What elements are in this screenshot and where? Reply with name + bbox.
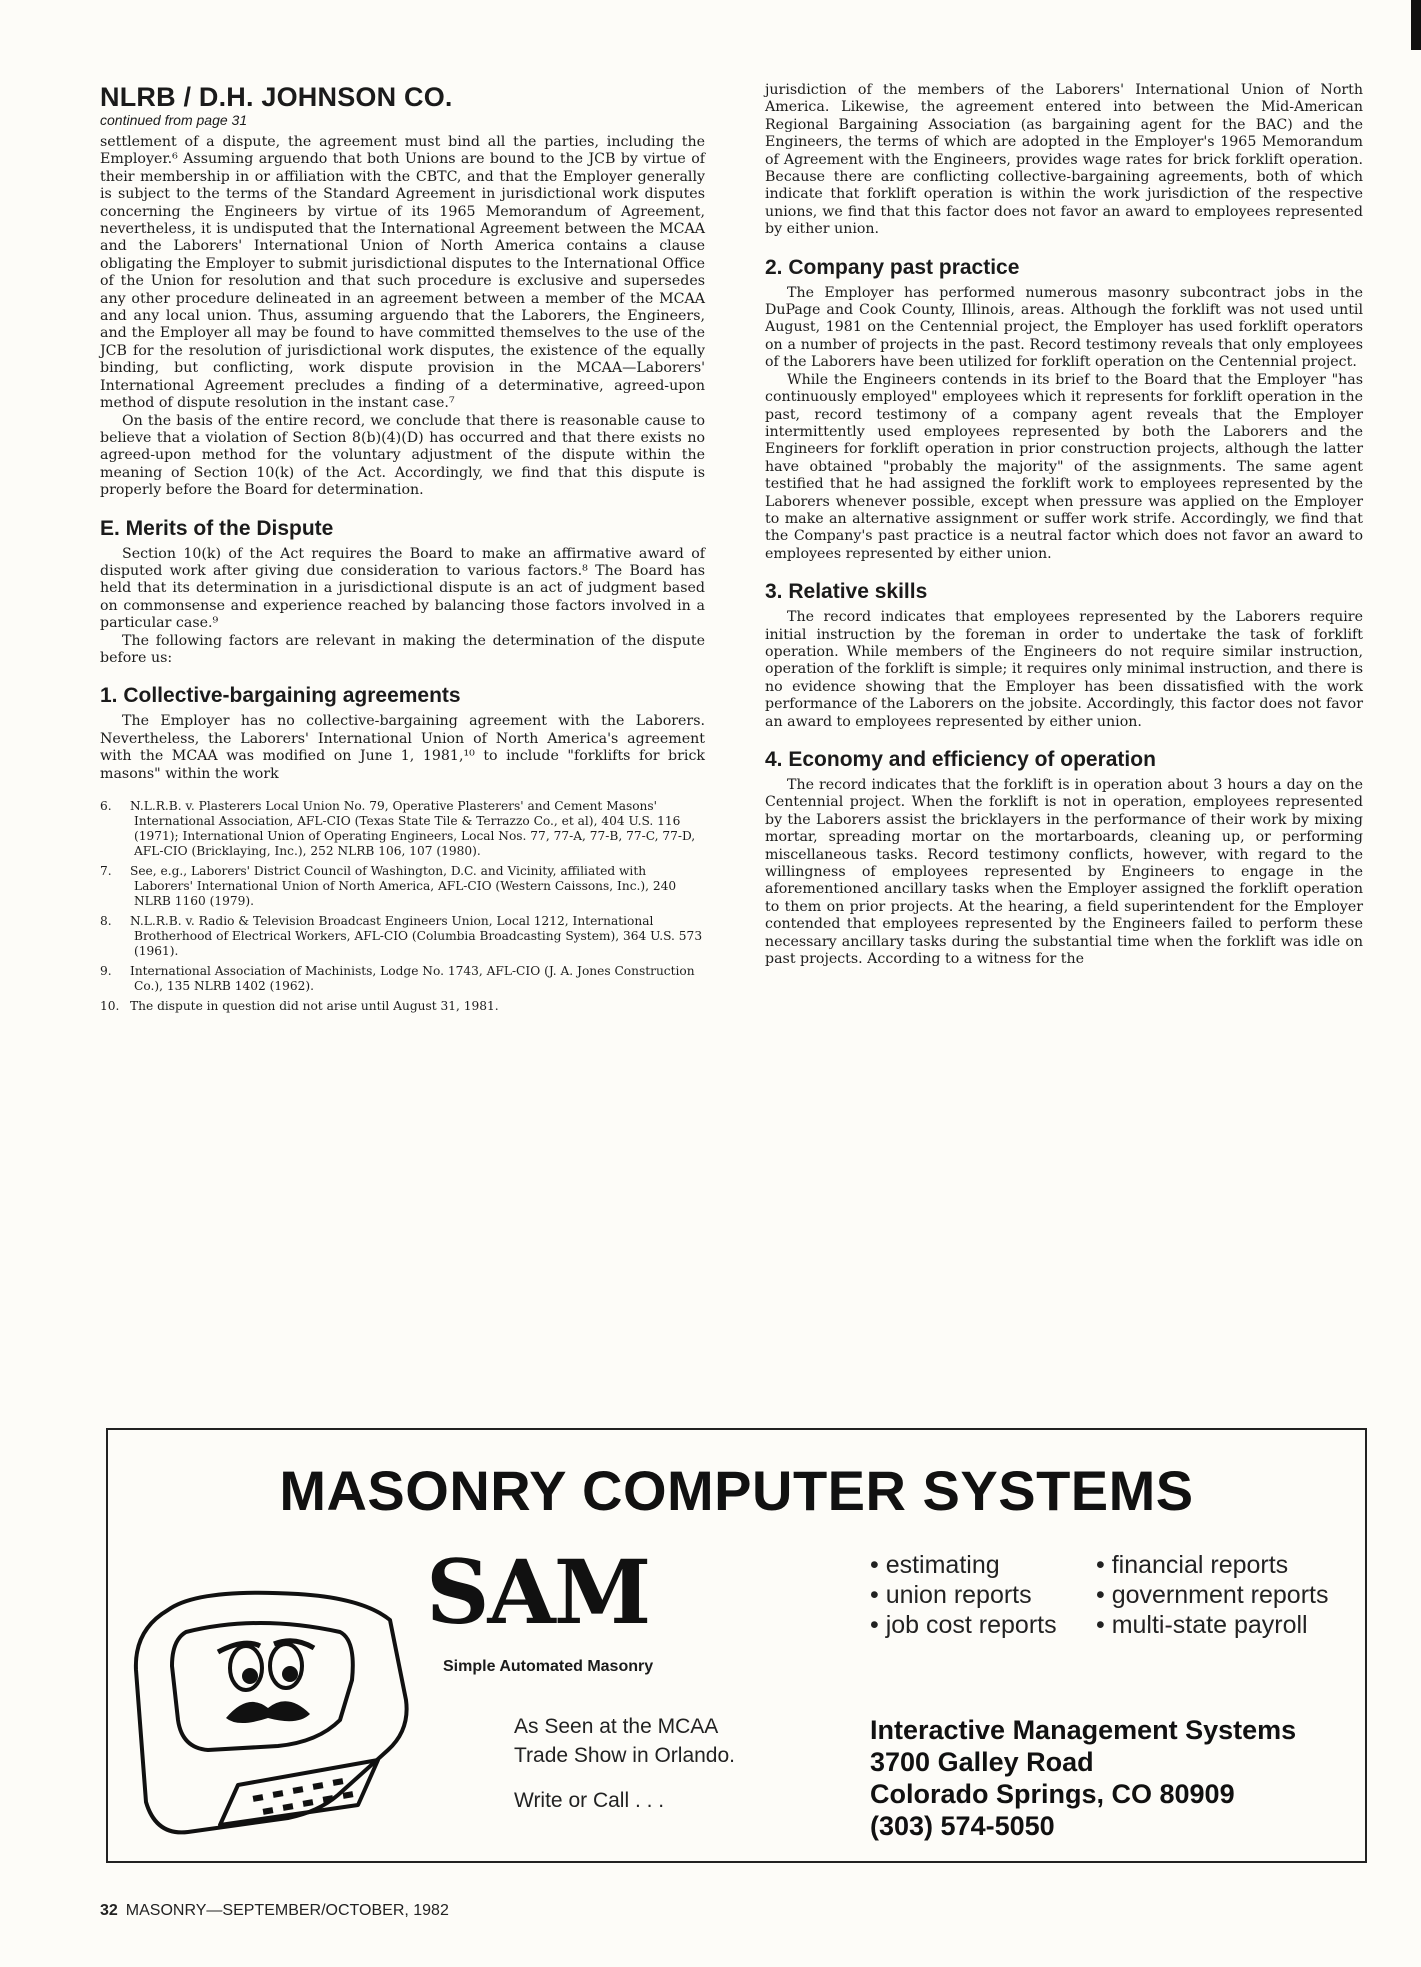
feature-list-right [1096, 1550, 1328, 1640]
feature-item: • government reports [1096, 1581, 1329, 1609]
paragraph: The Employer has performed numerous masonry subcontract jobs in the DuPage and Cook County, Illinois, areas. Although the forklift was not used until August, 1981 on the Centennial project, the Employer has used forklift operators on a number of projects in the past. Record testimony reveals that only employees of the Laborers have been utilized for forklift operation on the Centennial project. [765, 284, 1363, 371]
footnote: 7. See, e.g., Laborers' District Council of Washington, D.C. and Vicinity, affiliated with Laborers' International Union of North America, AFL-CIO (Western Caissons, Inc.), 240 NLRB 1160 (1979). [100, 864, 677, 908]
article-title: NLRB / D.H. JOHNSON CO. [100, 82, 453, 112]
continued-note: continued from page 31 [100, 112, 248, 128]
paragraph: While the Engineers contends in its brief to the Board that the Employer "has continuously employed" employees which it represents for forklift operation in the past, record testimony of a company agent reveals that the Employer intermittently used employees represented by both the Laborers and the Engineers for forklift operation in prior construction projects, although the latter have obtained "probably the majority" of the assignments. The same agent testified that he had assigned the forklift work to employees represented by the Laborers whenever possible, except when pressure was applied on the Employer to make an alternative assignment or suffer work strife. Accordingly, we find that the Company's past practice is a neutral factor which does not favor an award to employees represented by either union. [765, 371, 1363, 562]
paragraph: The Employer has no collective-bargaining agreement with the Laborers. Nevertheless, the Laborers' International Union of North America's agreement with the MCAA was modified on June 1, 1981,¹⁰ to include "forklifts for brick masons" within the work [100, 713, 705, 782]
feature-item: • union reports [870, 1581, 1032, 1609]
footnote: 8. N.L.R.B. v. Radio & Television Broadcast Engineers Union, Local 1212, International Brotherhood of Electrical Workers, AFL-CIO (Columbia Broadcasting System), 364 U.S. 573 (1961). [100, 914, 703, 958]
left-column [100, 82, 705, 1019]
paragraph: Section 10(k) of the Act requires the Board to make an affirmative award of disputed work after giving due consideration to various factors.⁸ The Board has held that its determination in a jurisdictional dispute is an act of judgment based on commonsense and experience reached by balancing those factors involved in a particular case.⁹ [100, 545, 705, 632]
footnote: 6. N.L.R.B. v. Plasterers Local Union No. 79, Operative Plasterers' and Cement Masons' International Association, AFL-CIO (Texas State Tile & Terrazzo Co., et al), 404 U.S. 116 (1971); International Union of Operating Engineers, Local Nos. 77, 77-A, 77-B, 77-C, 77-D, AFL-CIO (Bricklaying, Inc.), 252 NLRB 106, 107 (1980). [100, 799, 696, 858]
computer-mascot-icon [128, 1580, 428, 1845]
feature-item: • job cost reports [870, 1611, 1057, 1639]
ad-headline: MASONRY COMPUTER SYSTEMS [279, 1459, 1194, 1522]
company-name: Interactive Management Systems [870, 1715, 1297, 1745]
ad-tagline [514, 1712, 735, 1770]
section-heading: 4. Economy and efficiency of operation [765, 748, 1156, 771]
company-contact [870, 1714, 1296, 1842]
section-heading: 2. Company past practice [765, 255, 1020, 279]
publication-name: MASONRY—SEPTEMBER/OCTOBER, 1982 [125, 1902, 449, 1919]
footnote: 10. The dispute in question did not arise until August 31, 1981. [100, 999, 499, 1013]
paragraph: The record indicates that employees represented by the Laborers require initial instruction by the foreman in order to undertake the task of forklift operation. While members of the Engineers do not require similar instruction, operation of the forklift is simple; it requires only minimal instruction, and there is no evidence showing that the Employer has been dissatisfied with the work performance of the Laborers on the jobsite. Accordingly, this factor does not favor an award to employees represented by either union. [765, 609, 1363, 730]
right-column [765, 82, 1363, 968]
company-phone: (303) 574-5050 [870, 1811, 1055, 1841]
paragraph: On the basis of the entire record, we conclude that there is reasonable cause to believe that a violation of Section 8(b)(4)(D) has occurred and that there exists no agreed-upon method for the voluntary adjustment of the dispute within the meaning of Section 10(k) of the Act. Accordingly, we find that this dispute is properly before the Board for determination. [100, 412, 705, 499]
section-heading: 1. Collective-bargaining agreements [100, 684, 461, 708]
footnote: 9. International Association of Machinists, Lodge No. 1743, AFL-CIO (J. A. Jones Construction Co.), 135 NLRB 1402 (1962). [100, 964, 695, 993]
page-number: 32 [100, 1902, 118, 1919]
page-footer [100, 1902, 449, 1920]
feature-item: • multi-state payroll [1096, 1611, 1308, 1639]
company-city: Colorado Springs, CO 80909 [870, 1779, 1235, 1809]
write-or-call: Write or Call . . . [514, 1789, 665, 1812]
company-address: 3700 Galley Road [870, 1747, 1094, 1777]
footnotes [100, 799, 705, 1014]
section-heading: 3. Relative skills [765, 580, 928, 604]
paragraph: The following factors are relevant in making the determination of the dispute before us: [100, 632, 705, 666]
paragraph: settlement of a dispute, the agreement must bind all the parties, including the Employer.⁶ Assuming arguendo that both Unions are bound to the JCB by virtue of their membership in or affiliation with the CBTC, and that the Employer generally is subject to the terms of the Standard Agreement in jurisdictional work disputes concerning the Engineers by virtue of its 1965 Memorandum of Agreement, nevertheless, it is undisputed that the International Agreement between the MCAA and the Laborers' International Union of North America contains a clause obligating the Employer to submit jurisdictional disputes to the International Office of the Union for resolution and that such procedure is exclusive and supersedes any other procedure delineated in an agreement between a member of the MCAA and any local union. Thus, assuming arguendo that the Laborers, the Engineers, and the Employer all may be found to have committed themselves to the use of the JCB for the resolution of jurisdictional work disputes, the existence of the equally binding, but conflicting, work dispute provision in the MCAA—Laborers' International Agreement precludes a finding of a determinative, agreed-upon method of dispute resolution in the instant case.⁷ [100, 134, 705, 412]
paragraph: jurisdiction of the members of the Laborers' International Union of North America. Likewise, the agreement entered into between the Mid-American Regional Bargaining Association (as bargaining agent for the BAC) and the Engineers, the terms of which are adopted in the Employer's 1965 Memorandum of Agreement with the Engineers, provides wage rates for brick forklift operation. Because there are conflicting collective-bargaining agreements, both of which indicate that forklift operation is within the work jurisdiction of the respective unions, we find that this factor does not favor an award to employees represented by either union. [765, 82, 1363, 238]
sam-logo-subtitle: Simple Automated Masonry [443, 1658, 654, 1675]
feature-item: • financial reports [1096, 1551, 1289, 1579]
paragraph: The record indicates that the forklift is in operation about 3 hours a day on the Centennial project. When the forklift is not in operation, employees represented by the Laborers assist the bricklayers in the performance of their work by mixing mortar, spreading mortar on the mortarboards, cleaning up, or performing miscellaneous tasks. Record testimony conflicts, however, with regard to the willingness of employees represented by Engineers to engage in the aforementioned ancillary tasks when the Employer assigned the forklift operation to them on prior projects. At the hearing, a field superintendent for the Employer contended that employees represented by the Engineers failed to perform these necessary ancillary tasks during the substantial time when the forklift was idle on past projects. According to a witness for the [765, 777, 1363, 968]
feature-list-left [870, 1550, 1057, 1640]
advertisement [106, 1428, 1367, 1863]
feature-item: • estimating [870, 1551, 1000, 1579]
section-heading: E. Merits of the Dispute [100, 516, 334, 540]
sam-logo: SAM [426, 1540, 650, 1644]
ad-tagline-line: Trade Show in Orlando. [514, 1744, 736, 1767]
ad-tagline-line: As Seen at the MCAA [514, 1715, 719, 1738]
page-edge-mark [1411, 0, 1421, 50]
